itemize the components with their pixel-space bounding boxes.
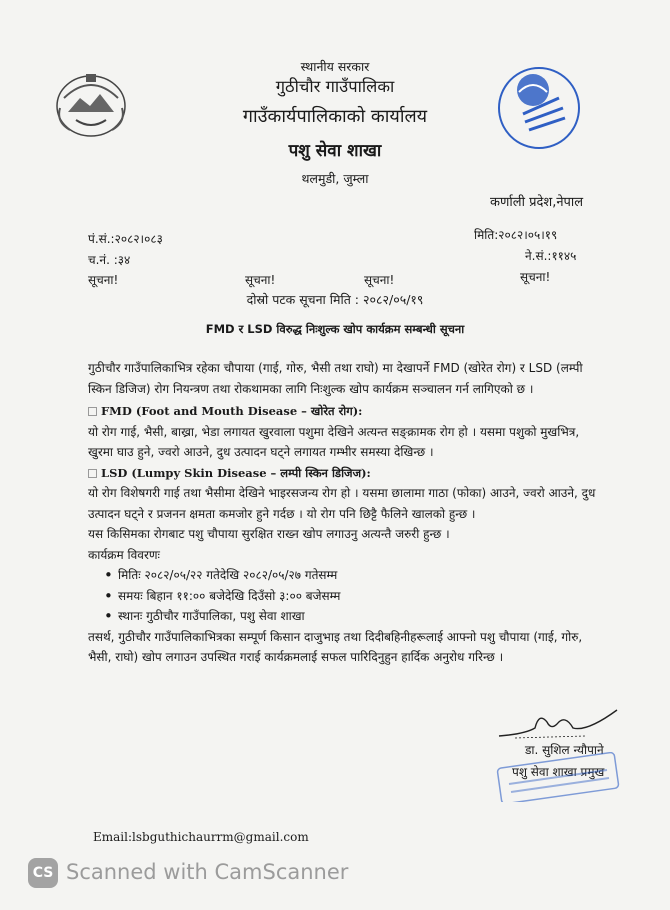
header-section: पशु सेवा शाखा — [288, 141, 382, 161]
reference-number: पं.सं.:२०८२।०८३ — [88, 232, 163, 246]
signatory-title: पशु सेवा शाखा प्रमुख — [512, 765, 605, 779]
fmd-heading-row — [88, 401, 608, 422]
notice-label-1: सूचना! — [88, 273, 119, 287]
fmd-heading: FMD (Foot and Mouth Disease – खोरेत रोग): — [101, 404, 363, 418]
province-label: कर्णाली प्रदेश,नेपाल — [490, 195, 584, 210]
intro-paragraph: गुठीचौर गाउँपालिकाभित्र रहेका चौपाया (गाई, गोरु, भैसी तथा राघो) मा देखापर्ने FMD (खोरेत रोग) र LSD (लम्पी स्किन डिजिज) रोग नियन्त्रण तथा रोकथामका लागि निःशुल्क खोप कार्यक्रम सञ्चालन गर्न लागिएको छ । — [88, 361, 583, 396]
program-list — [88, 565, 608, 627]
camscanner-watermark — [28, 858, 348, 888]
header-local-government: स्थानीय सरकार — [300, 59, 370, 74]
letter-date: मिति:२०८२।०५।१९ — [474, 228, 558, 242]
checkbox-icon — [88, 469, 97, 478]
checkbox-icon — [88, 407, 97, 416]
list-item: • समयः बिहान ११:०० बजेदेखि दिउँसो ३:०० बजेसम्म — [118, 586, 608, 607]
second-notice-date: दोस्रो पटक सूचना मिति : २०८२/०५/१९ — [246, 292, 424, 307]
office-stamp-icon — [495, 752, 625, 802]
notice-body — [88, 358, 608, 668]
program-heading: कार्यक्रम विवरणः — [88, 547, 160, 562]
list-item: • स्थानः गुठीचौर गाउँपालिका, पशु सेवा शाखा — [118, 606, 608, 627]
notice-label-2: सूचना! — [245, 273, 276, 287]
header-office: गाउँकार्यपालिकाको कार्यालय — [242, 106, 428, 127]
signatory-name: डा. सुशिल न्यौपाने — [525, 743, 604, 757]
dispatch-number: च.नं. :३४ — [88, 253, 131, 267]
list-item: • मितिः २०८२/०५/२२ गतेदेखि २०८२/०५/२७ गतेसम्म — [118, 565, 608, 586]
contact-email: Email:lsbguthichaurrm@gmail.com — [93, 830, 309, 844]
notice-label-3: सूचना! — [364, 273, 395, 287]
header-municipality: गुठीचौर गाउँपालिका — [275, 77, 395, 96]
importance-paragraph: यस किसिमका रोगबाट पशु चौपाया सुरक्षित राख्न खोप लगाउनु अत्यन्तै जरुरी हुन्छ । — [88, 527, 450, 541]
signature-icon — [495, 706, 620, 746]
lsd-heading-row — [88, 463, 608, 484]
header-address: थलमुडी, जुम्ला — [301, 171, 369, 186]
ne-number: ने.सं.:११४५ — [525, 249, 577, 263]
lsd-paragraph: यो रोग विशेषगरी गाई तथा भैसीमा देखिने भाइरसजन्य रोग हो । यसमा छालामा गाठा (फोका) आउने, ज्वरो आउने, दुध उत्पादन घट्ने र प्रजनन क्षमता कमजोर हुने गर्दछ । यो रोग पनि छिट्टै फैलिने खालको हुन्छ । — [88, 486, 596, 521]
closing-paragraph: तसर्थ, गुठीचौर गाउँपालिकाभित्रका सम्पूर्ण किसान दाजुभाइ तथा दिदीबहिनीहरूलाई आफ्नो पशु चौपाया (गाई, गोरु, भैसी, राघो) खोप लगाउन उपस्थित गराई कार्यक्रमलाई सफल पारिदिनुहुन हार्दिक अनुरोध गरिन्छ । — [88, 629, 583, 664]
notice-subject: FMD र LSD विरुद्ध निःशुल्क खोप कार्यक्रम सम्बन्धी सूचना — [205, 322, 465, 336]
lsd-heading: LSD (Lumpy Skin Disease – लम्पी स्किन डिजिज): — [101, 465, 371, 480]
camscanner-text: Scanned with CamScanner — [66, 860, 349, 884]
notice-label-4: सूचना! — [520, 270, 551, 284]
fmd-paragraph: यो रोग गाई, भैसी, बाख्रा, भेडा लगायत खुरवाला पशुमा देखिने अत्यन्त सङ्क्रामक रोग हो । यसमा पशुको मुखभित्र, खुरमा घाउ हुने, ज्वरो आउने, दुध उत्पादन घट्ने लगायत गम्भीर समस्या देखिन्छ । — [88, 424, 580, 459]
camscanner-logo-icon: CS — [28, 858, 58, 888]
